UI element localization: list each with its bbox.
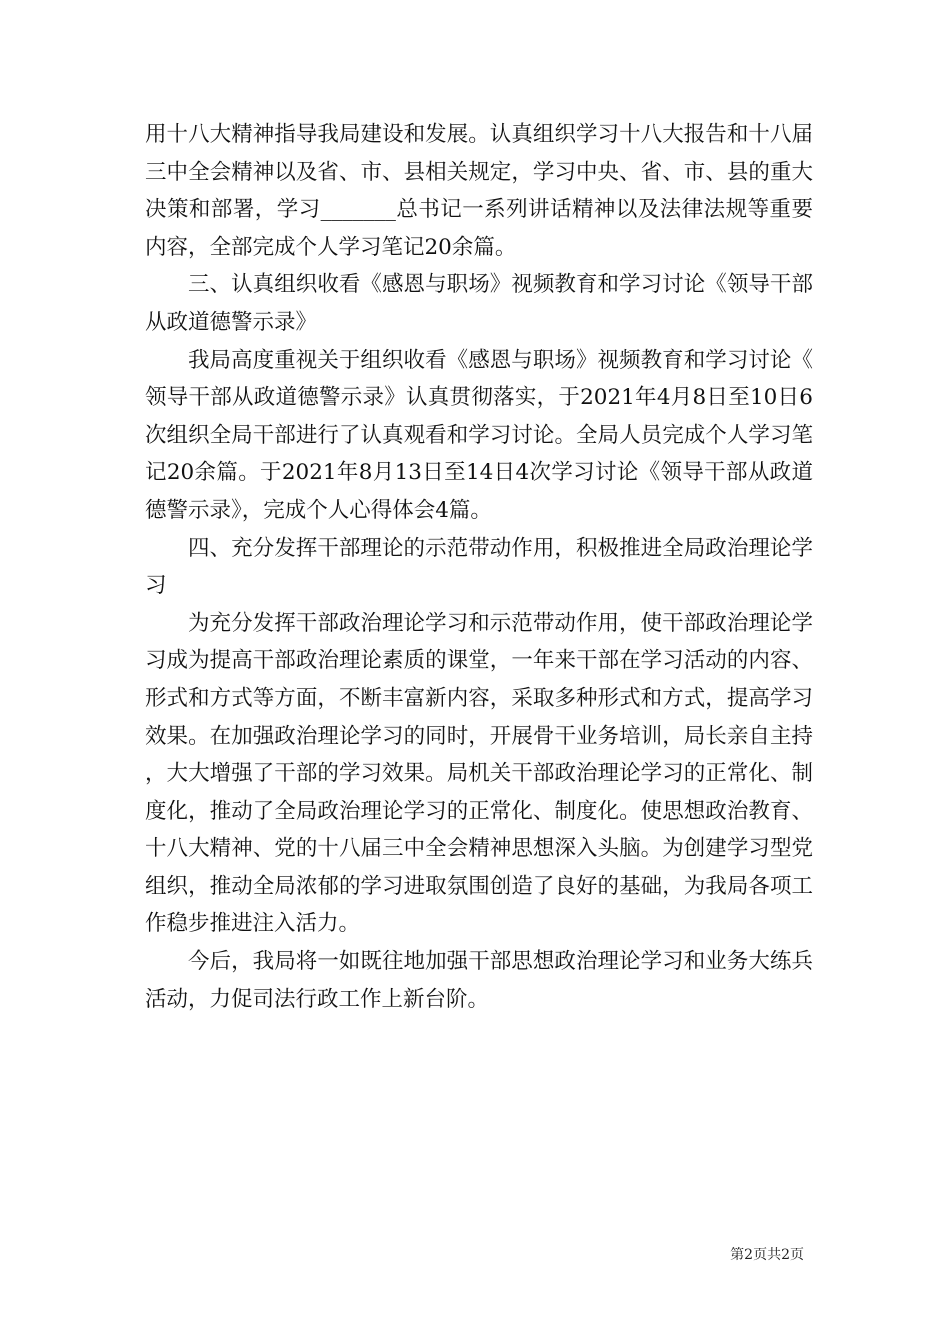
paragraph-theory-study: 为充分发挥干部政治理论学习和示范带动作用，使干部政治理论学习成为提高干部政治理论素质的课堂，一年来干部在学习活动的内容、形式和方式等方面，不断丰富新内容，采取多种形式和方式，提高学习效果。在加强政治理论学习的同时，开展骨干业务培训，局长亲自主持，大大增强了干部的学习效果。局机关干部政治理论学习的正常化、制度化，推动了全局政治理论学习的正常化、制度化。使思想政治教育、十八大精神、党的十八届三中全会精神思想深入头脑。为创建学习型党组织，推动全局浓郁的学习进取氛围创造了良好的基础，为我局各项工作稳步推进注入活力。 xyxy=(145,610,813,937)
paragraph-viewing-report: 我局高度重视关于组织收看《感恩与职场》视频教育和学习讨论《领导干部从政道德警示录》认真贯彻落实，于2021年4月8日至10日6次组织全局干部进行了认真观看和学习讨论。全局人员完成个人学习笔记20余篇。于2021年8月13日至14日4次学习讨论《领导干部从政道德警示录》，完成个人心得体会4篇。 xyxy=(145,347,813,523)
section-heading-three: 三、认真组织收看《感恩与职场》视频教育和学习讨论《领导干部从政道德警示录》 xyxy=(145,272,813,335)
paragraph-conclusion: 今后，我局将一如既往地加强干部思想政治理论学习和业务大练兵活动，力促司法行政工作上新台阶。 xyxy=(145,949,813,1012)
document-body xyxy=(145,116,813,1018)
section-heading-four: 四、充分发挥干部理论的示范带动作用，积极推进全局政治理论学习 xyxy=(145,535,813,599)
paragraph-continuation: 用十八大精神指导我局建设和发展。认真组织学习十八大报告和十八届三中全会精神以及省、市、县相关规定，学习中央、省、市、县的重大决策和部署，学习_______总书记一系列讲话精神以及法律法规等重要内容，全部完成个人学习笔记20余篇。 xyxy=(145,122,813,260)
page-number: 第2页共2页 xyxy=(730,1247,804,1263)
